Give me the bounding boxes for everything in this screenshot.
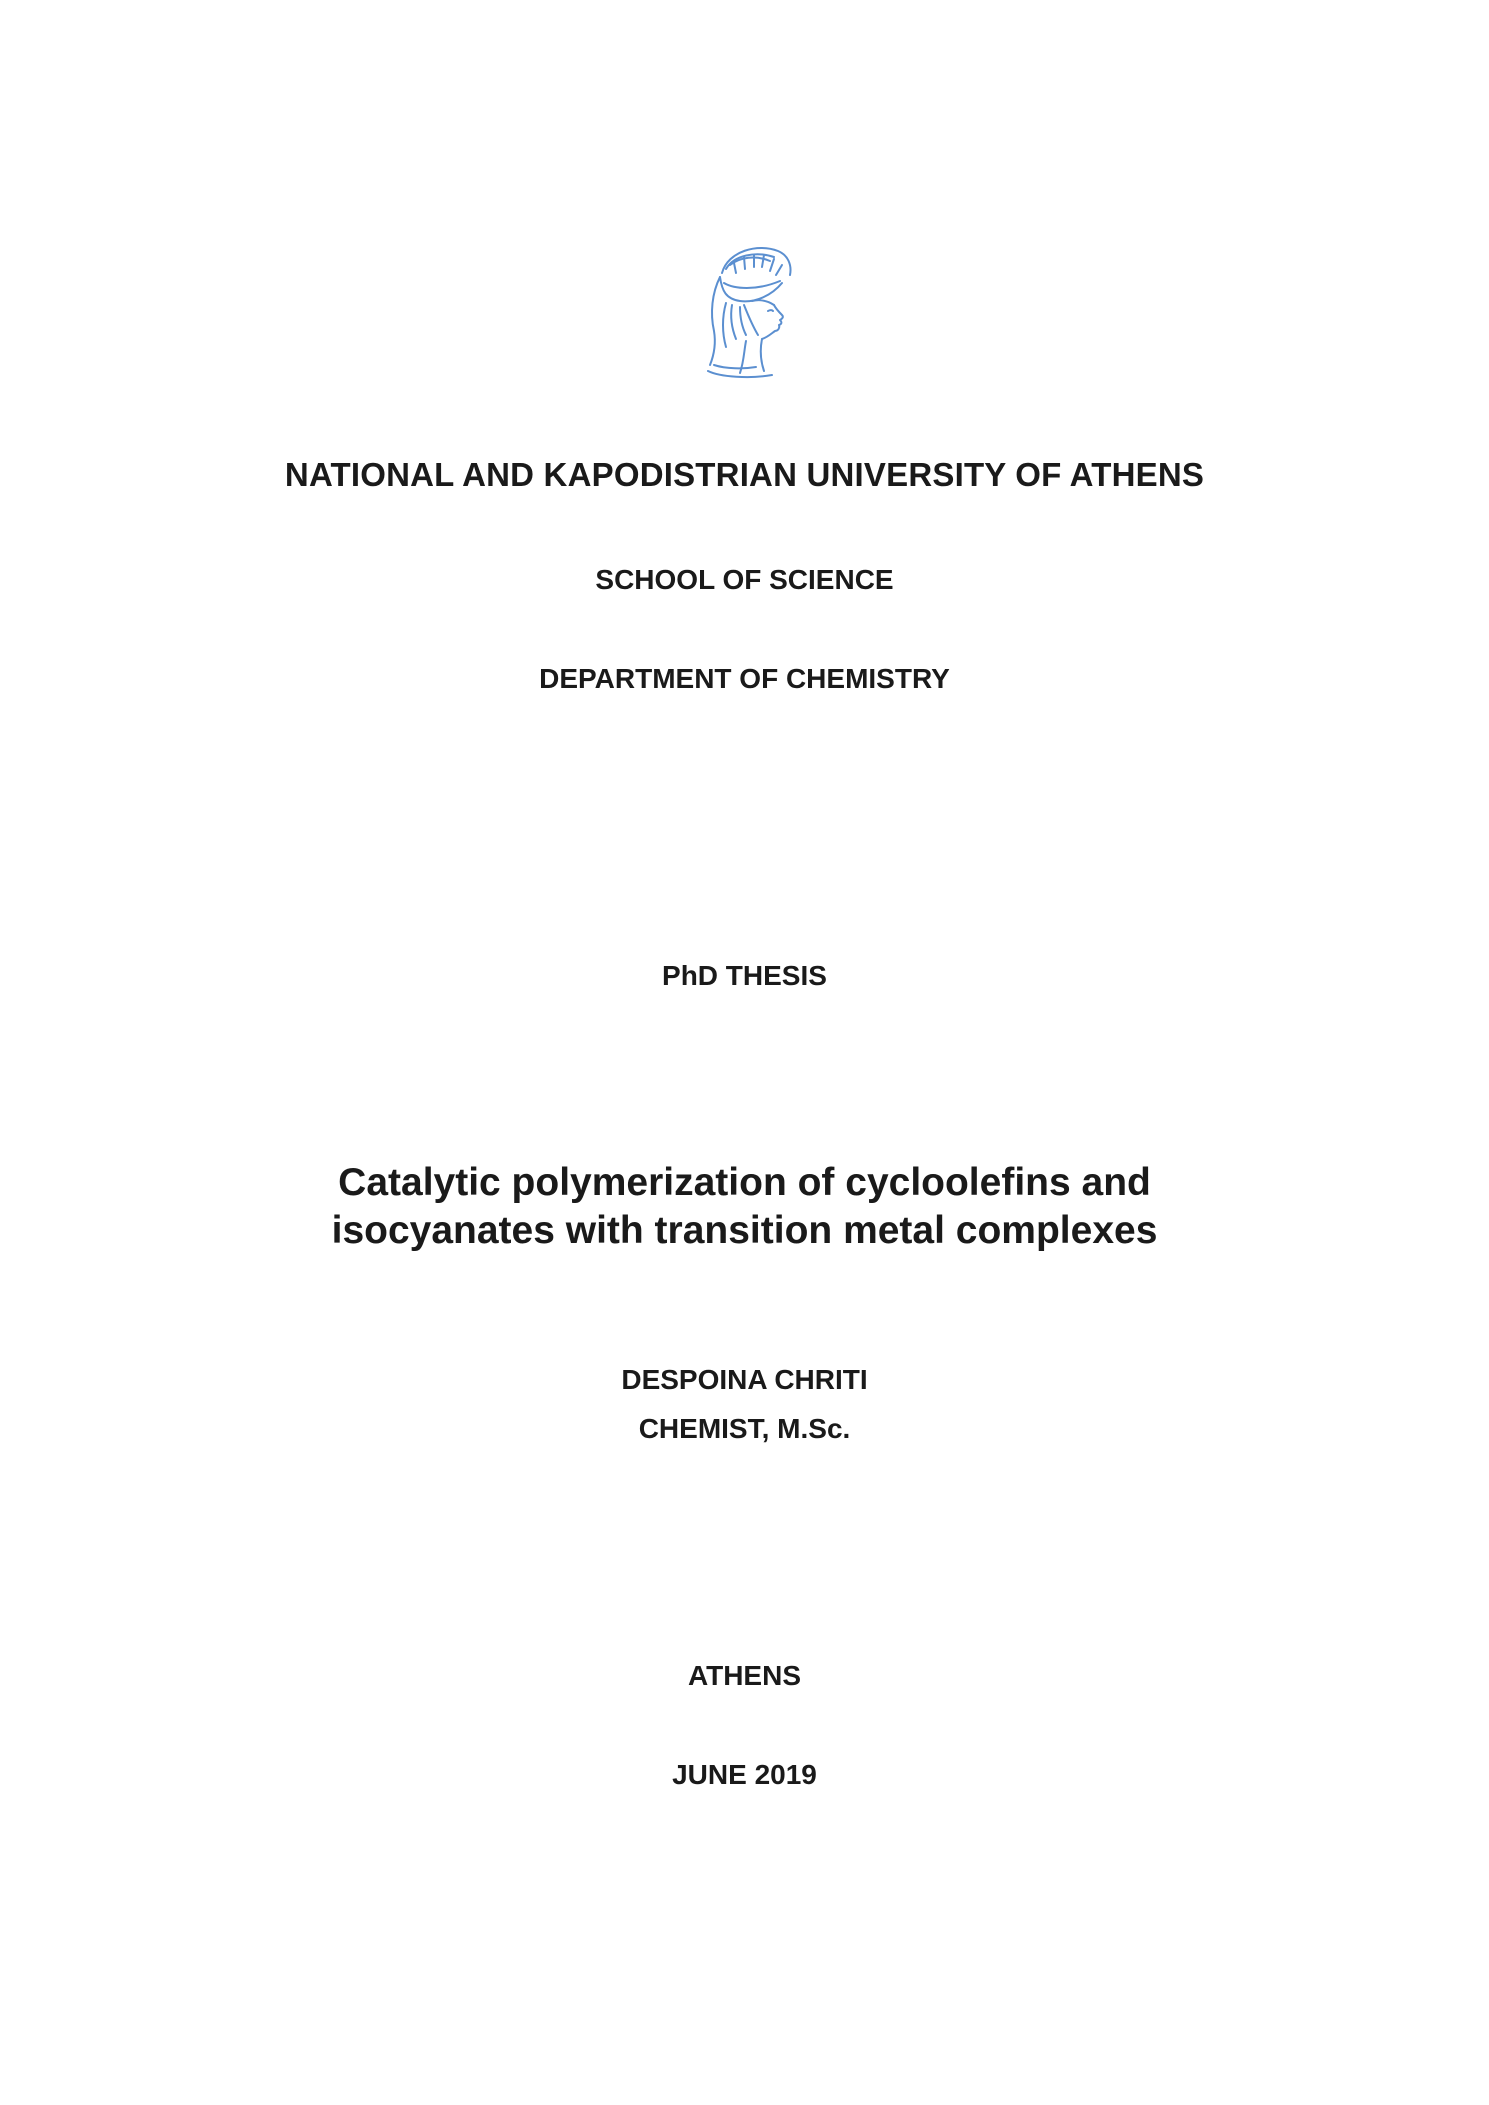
athena-helmet-icon xyxy=(700,243,796,380)
author-name: DESPOINA CHRITI xyxy=(621,1364,868,1395)
department-name: DEPARTMENT OF CHEMISTRY xyxy=(539,663,950,694)
document-type: PhD THESIS xyxy=(662,960,827,991)
athena-emblem-logo xyxy=(700,243,796,380)
date: JUNE 2019 xyxy=(672,1759,817,1790)
city: ATHENS xyxy=(687,1660,802,1691)
author-role: CHEMIST, M.Sc. xyxy=(638,1413,851,1444)
thesis-title-line-2: isocyanates with transition metal complexes xyxy=(331,1209,1158,1252)
thesis-title-line-1: Catalytic polymerization of cycloolefins and xyxy=(338,1161,1151,1204)
school-name: SCHOOL OF SCIENCE xyxy=(595,564,894,595)
university-name: NATIONAL AND KAPODISTRIAN UNIVERSITY OF ATHENS xyxy=(284,456,1205,493)
